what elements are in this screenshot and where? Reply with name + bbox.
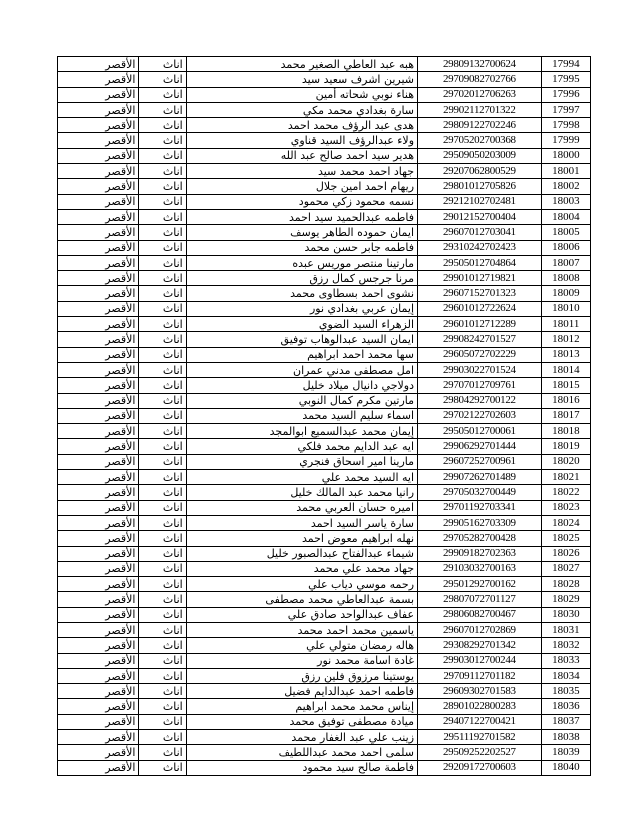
gender-cell: اناث bbox=[139, 668, 186, 683]
gender-cell: اناث bbox=[139, 592, 186, 607]
serial-number-cell: 18030 bbox=[541, 607, 590, 622]
serial-number-cell: 18025 bbox=[541, 531, 590, 546]
serial-number-cell: 18022 bbox=[541, 485, 590, 500]
national-id-cell: 29103032700163 bbox=[418, 561, 542, 576]
gender-cell: اناث bbox=[139, 653, 186, 668]
gender-cell: اناث bbox=[139, 240, 186, 255]
table-row bbox=[58, 317, 591, 332]
gender-cell: اناث bbox=[139, 470, 186, 485]
national-id-cell: 29905162703309 bbox=[418, 515, 542, 530]
national-id-cell: 29207062800529 bbox=[418, 164, 542, 179]
gender-cell: اناث bbox=[139, 57, 186, 72]
national-id-cell: 29505012700061 bbox=[418, 424, 542, 439]
name-cell: سلمى احمد محمد عبداللطيف bbox=[186, 745, 417, 760]
serial-number-cell: 18001 bbox=[541, 164, 590, 179]
gender-cell: اناث bbox=[139, 454, 186, 469]
gender-cell: اناث bbox=[139, 424, 186, 439]
table-row bbox=[58, 118, 591, 133]
governorate-cell: الأقصر bbox=[58, 638, 139, 653]
governorate-cell: الأقصر bbox=[58, 378, 139, 393]
name-cell: إيمان محمد عبدالسميع ابوالمجد bbox=[186, 424, 417, 439]
governorate-cell: الأقصر bbox=[58, 408, 139, 423]
serial-number-cell: 18024 bbox=[541, 515, 590, 530]
table-row bbox=[58, 684, 591, 699]
serial-number-cell: 17995 bbox=[541, 72, 590, 87]
gender-cell: اناث bbox=[139, 393, 186, 408]
governorate-cell: الأقصر bbox=[58, 72, 139, 87]
governorate-cell: الأقصر bbox=[58, 148, 139, 163]
national-id-cell: 29801012705826 bbox=[418, 179, 542, 194]
table-row bbox=[58, 424, 591, 439]
serial-number-cell: 17998 bbox=[541, 118, 590, 133]
table-row bbox=[58, 730, 591, 745]
name-cell: إيمان عربي بغدادي نور bbox=[186, 301, 417, 316]
table-row bbox=[58, 164, 591, 179]
name-cell: إيناس محمد محمد ابراهيم bbox=[186, 699, 417, 714]
governorate-cell: الأقصر bbox=[58, 209, 139, 224]
name-cell: اميره حسان العربي محمد bbox=[186, 500, 417, 515]
governorate-cell: الأقصر bbox=[58, 607, 139, 622]
gender-cell: اناث bbox=[139, 225, 186, 240]
governorate-cell: الأقصر bbox=[58, 317, 139, 332]
roster-table-body bbox=[58, 57, 591, 776]
national-id-cell: 29709112701182 bbox=[418, 668, 542, 683]
governorate-cell: الأقصر bbox=[58, 225, 139, 240]
name-cell: سارة ياسر السيد احمد bbox=[186, 515, 417, 530]
national-id-cell: 29909182702363 bbox=[418, 546, 542, 561]
gender-cell: اناث bbox=[139, 209, 186, 224]
serial-number-cell: 18011 bbox=[541, 317, 590, 332]
serial-number-cell: 18023 bbox=[541, 500, 590, 515]
gender-cell: اناث bbox=[139, 72, 186, 87]
national-id-cell: 29907262701489 bbox=[418, 470, 542, 485]
serial-number-cell: 18033 bbox=[541, 653, 590, 668]
name-cell: ولاء عبدالرؤف السيد قناوي bbox=[186, 133, 417, 148]
table-row bbox=[58, 194, 591, 209]
name-cell: سارة بغدادي محمد مكي bbox=[186, 102, 417, 117]
gender-cell: اناث bbox=[139, 362, 186, 377]
name-cell: الزهراء السيد الضوي bbox=[186, 317, 417, 332]
gender-cell: اناث bbox=[139, 301, 186, 316]
table-row bbox=[58, 133, 591, 148]
gender-cell: اناث bbox=[139, 271, 186, 286]
table-row bbox=[58, 332, 591, 347]
table-row bbox=[58, 87, 591, 102]
serial-number-cell: 18004 bbox=[541, 209, 590, 224]
name-cell: سها محمد احمد ابراهيم bbox=[186, 347, 417, 362]
gender-cell: اناث bbox=[139, 730, 186, 745]
governorate-cell: الأقصر bbox=[58, 760, 139, 775]
gender-cell: اناث bbox=[139, 638, 186, 653]
governorate-cell: الأقصر bbox=[58, 271, 139, 286]
gender-cell: اناث bbox=[139, 515, 186, 530]
table-row bbox=[58, 240, 591, 255]
gender-cell: اناث bbox=[139, 485, 186, 500]
governorate-cell: الأقصر bbox=[58, 240, 139, 255]
serial-number-cell: 18021 bbox=[541, 470, 590, 485]
table-row bbox=[58, 546, 591, 561]
table-row bbox=[58, 209, 591, 224]
table-row bbox=[58, 362, 591, 377]
national-id-cell: 29705282700428 bbox=[418, 531, 542, 546]
serial-number-cell: 18027 bbox=[541, 561, 590, 576]
table-row bbox=[58, 653, 591, 668]
table-row bbox=[58, 577, 591, 592]
national-id-cell: 29705202700368 bbox=[418, 133, 542, 148]
governorate-cell: الأقصر bbox=[58, 87, 139, 102]
name-cell: فاطمه جابر حسن محمد bbox=[186, 240, 417, 255]
name-cell: نهله ابراهيم معوض احمد bbox=[186, 531, 417, 546]
name-cell: فاطمة صالح سيد محمود bbox=[186, 760, 417, 775]
name-cell: دولاجي دانيال ميلاد خليل bbox=[186, 378, 417, 393]
name-cell: مارتينا منتصر موريس عبده bbox=[186, 255, 417, 270]
table-row bbox=[58, 454, 591, 469]
name-cell: هدى عبد الرؤف محمد احمد bbox=[186, 118, 417, 133]
name-cell: هبه عبد العاطي الصغير محمد bbox=[186, 57, 417, 72]
governorate-cell: الأقصر bbox=[58, 668, 139, 683]
national-id-cell: 29509050203009 bbox=[418, 148, 542, 163]
national-id-cell: 29209172700603 bbox=[418, 760, 542, 775]
governorate-cell: الأقصر bbox=[58, 622, 139, 637]
governorate-cell: الأقصر bbox=[58, 164, 139, 179]
governorate-cell: الأقصر bbox=[58, 454, 139, 469]
serial-number-cell: 18000 bbox=[541, 148, 590, 163]
governorate-cell: الأقصر bbox=[58, 118, 139, 133]
governorate-cell: الأقصر bbox=[58, 57, 139, 72]
name-cell: مارتين مكرم كمال النوبي bbox=[186, 393, 417, 408]
national-id-cell: 29809132700624 bbox=[418, 57, 542, 72]
governorate-cell: الأقصر bbox=[58, 714, 139, 729]
gender-cell: اناث bbox=[139, 286, 186, 301]
national-id-cell: 29601012722624 bbox=[418, 301, 542, 316]
gender-cell: اناث bbox=[139, 699, 186, 714]
serial-number-cell: 18035 bbox=[541, 684, 590, 699]
governorate-cell: الأقصر bbox=[58, 362, 139, 377]
table-row bbox=[58, 760, 591, 775]
table-row bbox=[58, 301, 591, 316]
serial-number-cell: 18038 bbox=[541, 730, 590, 745]
serial-number-cell: 18026 bbox=[541, 546, 590, 561]
governorate-cell: الأقصر bbox=[58, 347, 139, 362]
table-row bbox=[58, 622, 591, 637]
serial-number-cell: 18036 bbox=[541, 699, 590, 714]
table-row bbox=[58, 378, 591, 393]
national-id-cell: 29607252700961 bbox=[418, 454, 542, 469]
governorate-cell: الأقصر bbox=[58, 653, 139, 668]
gender-cell: اناث bbox=[139, 684, 186, 699]
gender-cell: اناث bbox=[139, 148, 186, 163]
gender-cell: اناث bbox=[139, 439, 186, 454]
name-cell: نسمه محمود زكي محمود bbox=[186, 194, 417, 209]
name-cell: عفاف عبدالواحد صادق علي bbox=[186, 607, 417, 622]
national-id-cell: 29601012712289 bbox=[418, 317, 542, 332]
table-row bbox=[58, 439, 591, 454]
national-id-cell: 29702122702603 bbox=[418, 408, 542, 423]
name-cell: ياسمين محمد احمد محمد bbox=[186, 622, 417, 637]
serial-number-cell: 18016 bbox=[541, 393, 590, 408]
governorate-cell: الأقصر bbox=[58, 393, 139, 408]
governorate-cell: الأقصر bbox=[58, 470, 139, 485]
governorate-cell: الأقصر bbox=[58, 500, 139, 515]
serial-number-cell: 18009 bbox=[541, 286, 590, 301]
governorate-cell: الأقصر bbox=[58, 745, 139, 760]
national-id-cell: 29511192701582 bbox=[418, 730, 542, 745]
table-row bbox=[58, 607, 591, 622]
name-cell: شيرين اشرف سعيد سيد bbox=[186, 72, 417, 87]
governorate-cell: الأقصر bbox=[58, 301, 139, 316]
governorate-cell: الأقصر bbox=[58, 485, 139, 500]
table-row bbox=[58, 515, 591, 530]
name-cell: جهاد احمد محمد سيد bbox=[186, 164, 417, 179]
governorate-cell: الأقصر bbox=[58, 561, 139, 576]
name-cell: فاطمه احمد عبدالدايم فضيل bbox=[186, 684, 417, 699]
national-id-cell: 29505012704864 bbox=[418, 255, 542, 270]
gender-cell: اناث bbox=[139, 347, 186, 362]
table-row bbox=[58, 72, 591, 87]
serial-number-cell: 18019 bbox=[541, 439, 590, 454]
serial-number-cell: 18015 bbox=[541, 378, 590, 393]
name-cell: هدير سيد احمد صالح عبد الله bbox=[186, 148, 417, 163]
gender-cell: اناث bbox=[139, 164, 186, 179]
national-id-cell: 29906292701444 bbox=[418, 439, 542, 454]
national-id-cell: 29701192703341 bbox=[418, 500, 542, 515]
gender-cell: اناث bbox=[139, 607, 186, 622]
name-cell: غادة اسامة محمد نور bbox=[186, 653, 417, 668]
serial-number-cell: 18020 bbox=[541, 454, 590, 469]
governorate-cell: الأقصر bbox=[58, 332, 139, 347]
name-cell: بسمة عبدالعاطي محمد مصطفى bbox=[186, 592, 417, 607]
table-row bbox=[58, 668, 591, 683]
name-cell: زينب علي عبد الغفار محمد bbox=[186, 730, 417, 745]
roster-table bbox=[57, 56, 591, 776]
gender-cell: اناث bbox=[139, 378, 186, 393]
serial-number-cell: 18005 bbox=[541, 225, 590, 240]
governorate-cell: الأقصر bbox=[58, 684, 139, 699]
name-cell: ايمان السيد عبدالوهاب توفيق bbox=[186, 332, 417, 347]
table-row bbox=[58, 255, 591, 270]
serial-number-cell: 18003 bbox=[541, 194, 590, 209]
serial-number-cell: 18029 bbox=[541, 592, 590, 607]
gender-cell: اناث bbox=[139, 118, 186, 133]
national-id-cell: 29212102702481 bbox=[418, 194, 542, 209]
name-cell: رحمه موسي دياب علي bbox=[186, 577, 417, 592]
table-row bbox=[58, 561, 591, 576]
gender-cell: اناث bbox=[139, 500, 186, 515]
name-cell: مرنا جرجس كمال رزق bbox=[186, 271, 417, 286]
table-row bbox=[58, 470, 591, 485]
serial-number-cell: 18031 bbox=[541, 622, 590, 637]
table-row bbox=[58, 286, 591, 301]
national-id-cell: 29806082700467 bbox=[418, 607, 542, 622]
national-id-cell: 29707012709761 bbox=[418, 378, 542, 393]
gender-cell: اناث bbox=[139, 531, 186, 546]
table-row bbox=[58, 500, 591, 515]
governorate-cell: الأقصر bbox=[58, 255, 139, 270]
gender-cell: اناث bbox=[139, 546, 186, 561]
governorate-cell: الأقصر bbox=[58, 730, 139, 745]
national-id-cell: 29809122702246 bbox=[418, 118, 542, 133]
national-id-cell: 29609302701583 bbox=[418, 684, 542, 699]
serial-number-cell: 17994 bbox=[541, 57, 590, 72]
governorate-cell: الأقصر bbox=[58, 286, 139, 301]
governorate-cell: الأقصر bbox=[58, 424, 139, 439]
governorate-cell: الأقصر bbox=[58, 546, 139, 561]
gender-cell: اناث bbox=[139, 745, 186, 760]
name-cell: ايه السيد محمد علي bbox=[186, 470, 417, 485]
name-cell: شيماء عبدالفتاح عبدالصبور خليل bbox=[186, 546, 417, 561]
national-id-cell: 29902112701322 bbox=[418, 102, 542, 117]
gender-cell: اناث bbox=[139, 133, 186, 148]
name-cell: رانيا محمد عبد المالك خليل bbox=[186, 485, 417, 500]
table-row bbox=[58, 531, 591, 546]
gender-cell: اناث bbox=[139, 194, 186, 209]
national-id-cell: 29901012719821 bbox=[418, 271, 542, 286]
national-id-cell: 29705032700449 bbox=[418, 485, 542, 500]
national-id-cell: 29501292700162 bbox=[418, 577, 542, 592]
national-id-cell: 29903022701524 bbox=[418, 362, 542, 377]
gender-cell: اناث bbox=[139, 317, 186, 332]
national-id-cell: 28901022800283 bbox=[418, 699, 542, 714]
table-row bbox=[58, 148, 591, 163]
national-id-cell: 29310242702423 bbox=[418, 240, 542, 255]
national-id-cell: 29607012702869 bbox=[418, 622, 542, 637]
serial-number-cell: 18012 bbox=[541, 332, 590, 347]
serial-number-cell: 18034 bbox=[541, 668, 590, 683]
table-row bbox=[58, 225, 591, 240]
table-row bbox=[58, 179, 591, 194]
table-row bbox=[58, 592, 591, 607]
gender-cell: اناث bbox=[139, 577, 186, 592]
name-cell: مارينا امير اسحاق فنجري bbox=[186, 454, 417, 469]
national-id-cell: 29908242701527 bbox=[418, 332, 542, 347]
national-id-cell: 29509252202527 bbox=[418, 745, 542, 760]
gender-cell: اناث bbox=[139, 760, 186, 775]
national-id-cell: 29702012706263 bbox=[418, 87, 542, 102]
table-row bbox=[58, 102, 591, 117]
gender-cell: اناث bbox=[139, 408, 186, 423]
table-row bbox=[58, 408, 591, 423]
gender-cell: اناث bbox=[139, 622, 186, 637]
table-row bbox=[58, 714, 591, 729]
national-id-cell: 29407122700421 bbox=[418, 714, 542, 729]
governorate-cell: الأقصر bbox=[58, 102, 139, 117]
name-cell: ايمان حموده الطاهر يوسف bbox=[186, 225, 417, 240]
table-row bbox=[58, 699, 591, 714]
serial-number-cell: 18010 bbox=[541, 301, 590, 316]
name-cell: ميادة مصطفى توفيق محمد bbox=[186, 714, 417, 729]
table-row bbox=[58, 638, 591, 653]
table-row bbox=[58, 745, 591, 760]
name-cell: ايه عبد الدايم محمد فلكي bbox=[186, 439, 417, 454]
serial-number-cell: 17999 bbox=[541, 133, 590, 148]
serial-number-cell: 18014 bbox=[541, 362, 590, 377]
table-row bbox=[58, 485, 591, 500]
serial-number-cell: 18017 bbox=[541, 408, 590, 423]
national-id-cell: 29903012700244 bbox=[418, 653, 542, 668]
national-id-cell: 29607152701323 bbox=[418, 286, 542, 301]
national-id-cell: 29012152700404 bbox=[418, 209, 542, 224]
gender-cell: اناث bbox=[139, 561, 186, 576]
gender-cell: اناث bbox=[139, 255, 186, 270]
name-cell: هاله رمضان متولي علي bbox=[186, 638, 417, 653]
gender-cell: اناث bbox=[139, 332, 186, 347]
name-cell: يوستينا مرزوق فلين رزق bbox=[186, 668, 417, 683]
national-id-cell: 29605072702229 bbox=[418, 347, 542, 362]
name-cell: ريهام احمد امين جلال bbox=[186, 179, 417, 194]
serial-number-cell: 18039 bbox=[541, 745, 590, 760]
national-id-cell: 29607012703041 bbox=[418, 225, 542, 240]
governorate-cell: الأقصر bbox=[58, 531, 139, 546]
governorate-cell: الأقصر bbox=[58, 592, 139, 607]
gender-cell: اناث bbox=[139, 714, 186, 729]
serial-number-cell: 18037 bbox=[541, 714, 590, 729]
national-id-cell: 29709082702766 bbox=[418, 72, 542, 87]
serial-number-cell: 18008 bbox=[541, 271, 590, 286]
governorate-cell: الأقصر bbox=[58, 133, 139, 148]
serial-number-cell: 18032 bbox=[541, 638, 590, 653]
serial-number-cell: 18006 bbox=[541, 240, 590, 255]
name-cell: امل مصطفى مدني عمران bbox=[186, 362, 417, 377]
table-row bbox=[58, 57, 591, 72]
national-id-cell: 29807072701127 bbox=[418, 592, 542, 607]
gender-cell: اناث bbox=[139, 179, 186, 194]
governorate-cell: الأقصر bbox=[58, 515, 139, 530]
name-cell: اسماء سليم السيد محمد bbox=[186, 408, 417, 423]
serial-number-cell: 18013 bbox=[541, 347, 590, 362]
table-row bbox=[58, 393, 591, 408]
name-cell: نشوى احمد بسطاوى محمد bbox=[186, 286, 417, 301]
governorate-cell: الأقصر bbox=[58, 194, 139, 209]
gender-cell: اناث bbox=[139, 87, 186, 102]
serial-number-cell: 18040 bbox=[541, 760, 590, 775]
national-id-cell: 29308292701342 bbox=[418, 638, 542, 653]
governorate-cell: الأقصر bbox=[58, 179, 139, 194]
name-cell: هناء نوبي شحاته أمين bbox=[186, 87, 417, 102]
serial-number-cell: 18002 bbox=[541, 179, 590, 194]
governorate-cell: الأقصر bbox=[58, 577, 139, 592]
serial-number-cell: 17996 bbox=[541, 87, 590, 102]
table-row bbox=[58, 271, 591, 286]
national-id-cell: 29804292700122 bbox=[418, 393, 542, 408]
name-cell: فاطمه عبدالحميد سيد احمد bbox=[186, 209, 417, 224]
gender-cell: اناث bbox=[139, 102, 186, 117]
serial-number-cell: 18018 bbox=[541, 424, 590, 439]
name-cell: جهاد محمد علي محمد bbox=[186, 561, 417, 576]
table-row bbox=[58, 347, 591, 362]
governorate-cell: الأقصر bbox=[58, 699, 139, 714]
serial-number-cell: 17997 bbox=[541, 102, 590, 117]
serial-number-cell: 18007 bbox=[541, 255, 590, 270]
serial-number-cell: 18028 bbox=[541, 577, 590, 592]
governorate-cell: الأقصر bbox=[58, 439, 139, 454]
